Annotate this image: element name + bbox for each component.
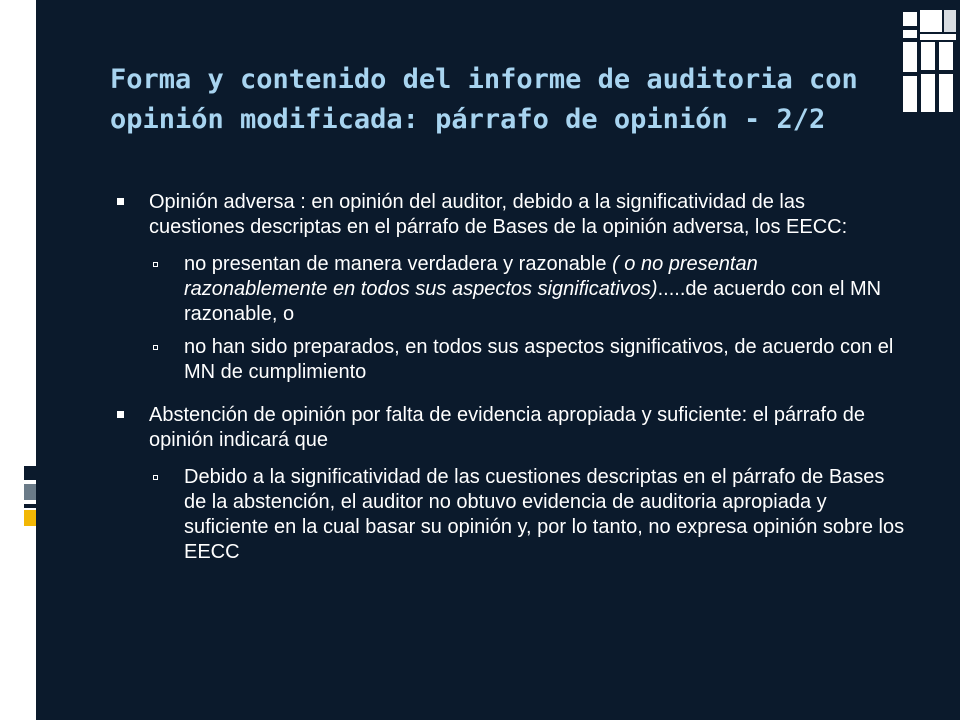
sub-bullet-tail: .....de acuerdo con el MN razonable, o [184, 278, 882, 325]
slide-title: Forma y contenido del informe de auditoria con opinión modificada: párrafo de opinión - 2/2 [110, 64, 858, 135]
deco-right-col-1 [903, 12, 917, 26]
bullet-text: Opinión adversa : en opinión del auditor, debido a la significatividad de las cuestiones descriptas en el párrafo de Bases de la opinión adversa, los EECC: [149, 191, 848, 238]
deco-left-square-dark-2 [24, 504, 36, 508]
sub-list-abstencion [116, 465, 906, 565]
deco-right-col-7 [939, 42, 953, 70]
sub-list-opinion-adversa [116, 252, 906, 385]
slide-body [116, 190, 906, 583]
hollow-square-bullet-icon [153, 262, 158, 267]
bullet-abstencion [116, 403, 906, 453]
sub-bullet-lead: no han sido preparados, en todos sus aspectos significativos, de acuerdo con el MN de cumplimiento [184, 336, 894, 383]
square-bullet-icon [117, 411, 124, 418]
hollow-square-bullet-icon [153, 475, 158, 480]
deco-left-white-strip [0, 0, 38, 720]
hollow-square-bullet-icon [153, 345, 158, 350]
deco-square-right-1 [920, 34, 956, 40]
deco-left-square-dark-1 [24, 466, 36, 480]
square-bullet-icon [117, 198, 124, 205]
sub-bullet-item [116, 252, 906, 327]
deco-left-square-yellow [24, 510, 36, 526]
deco-right-col-2 [903, 30, 917, 38]
sub-bullet-lead: Debido a la significatividad de las cuestiones descriptas en el párrafo de Bases de la abstención, el auditor no obtuvo evidencia de auditoria apropiada y suficiente en la cual basar su opinión y, por lo tanto, no expresa opinión sobre los EECC [184, 466, 905, 563]
deco-left-square-gray [24, 484, 36, 500]
sub-bullet-item [116, 335, 906, 385]
sub-bullet-lead: no presentan de manera verdadera y razonable [184, 253, 613, 275]
deco-left-edge-line [36, 0, 38, 720]
sub-bullet-italic: ( o no presentan razonablemente en todos sus aspectos significativos) [184, 253, 758, 300]
deco-square-top-right [920, 10, 942, 32]
bullet-text: Abstención de opinión por falta de evidencia apropiada y suficiente: el párrafo de opinión indicará que [149, 404, 866, 451]
sub-bullet-item [116, 465, 906, 565]
bullet-opinion-adversa [116, 190, 906, 240]
deco-right-col-6 [921, 74, 935, 112]
deco-right-col-8 [939, 74, 953, 112]
deco-right-col-5 [921, 42, 935, 70]
deco-square-top-right-gray [944, 10, 956, 32]
